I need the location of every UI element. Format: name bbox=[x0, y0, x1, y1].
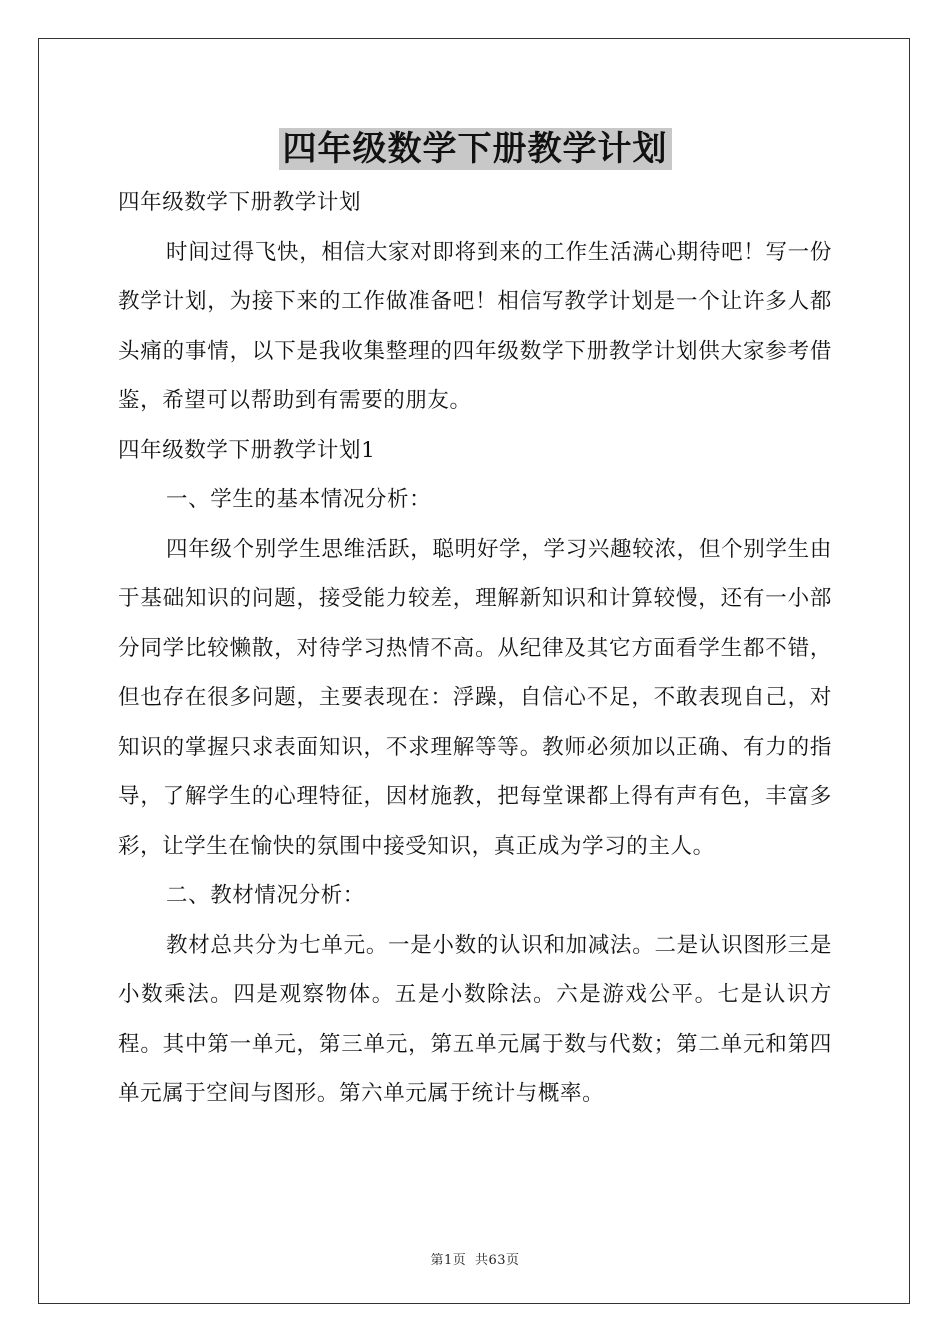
intro-paragraph: 时间过得飞快，相信大家对即将到来的工作生活满心期待吧！写一份教学计划，为接下来的工作做准备吧！相信写教学计划是一个让许多人都头痛的事情，以下是我收集整理的四年级数学下册教学计划供大家参考借鉴，希望可以帮助到有需要的朋友。 bbox=[118, 239, 832, 413]
part2-heading: 二、教材情况分析： bbox=[166, 883, 365, 908]
part2-paragraph: 教材总共分为七单元。一是小数的认识和加减法。二是认识图形三是小数乘法。四是观察物体。五是小数除法。六是游戏公平。七是认识方程。其中第一单元，第三单元，第五单元属于数与代数；第二单元和第四单元属于空间与图形。第六单元属于统计与概率。 bbox=[118, 932, 832, 1106]
document-title: 四年级数学下册教学计划 bbox=[279, 128, 672, 170]
page-footer bbox=[0, 1249, 950, 1268]
part1-heading: 一、学生的基本情况分析： bbox=[166, 487, 432, 512]
document-body bbox=[118, 178, 832, 1119]
subtitle: 四年级数学下册教学计划 bbox=[118, 190, 362, 215]
title-container bbox=[0, 128, 950, 170]
part1-paragraph: 四年级个别学生思维活跃，聪明好学，学习兴趣较浓，但个别学生由于基础知识的问题，接受能力较差，理解新知识和计算较慢，还有一小部分同学比较懒散，对待学习热情不高。从纪律及其它方面看学生都不错，但也存在很多问题，主要表现在：浮躁，自信心不足，不敢表现自己，对知识的掌握只求表面知识，不求理解等等。教师必须加以正确、有力的指导，了解学生的心理特征，因材施教，把每堂课都上得有声有色，丰富多彩，让学生在愉快的氛围中接受知识，真正成为学习的主人。 bbox=[118, 536, 832, 859]
total-pages: 共63页 bbox=[474, 1253, 520, 1268]
page-number: 第1页 bbox=[430, 1253, 467, 1268]
section-heading: 四年级数学下册教学计划1 bbox=[118, 437, 376, 463]
